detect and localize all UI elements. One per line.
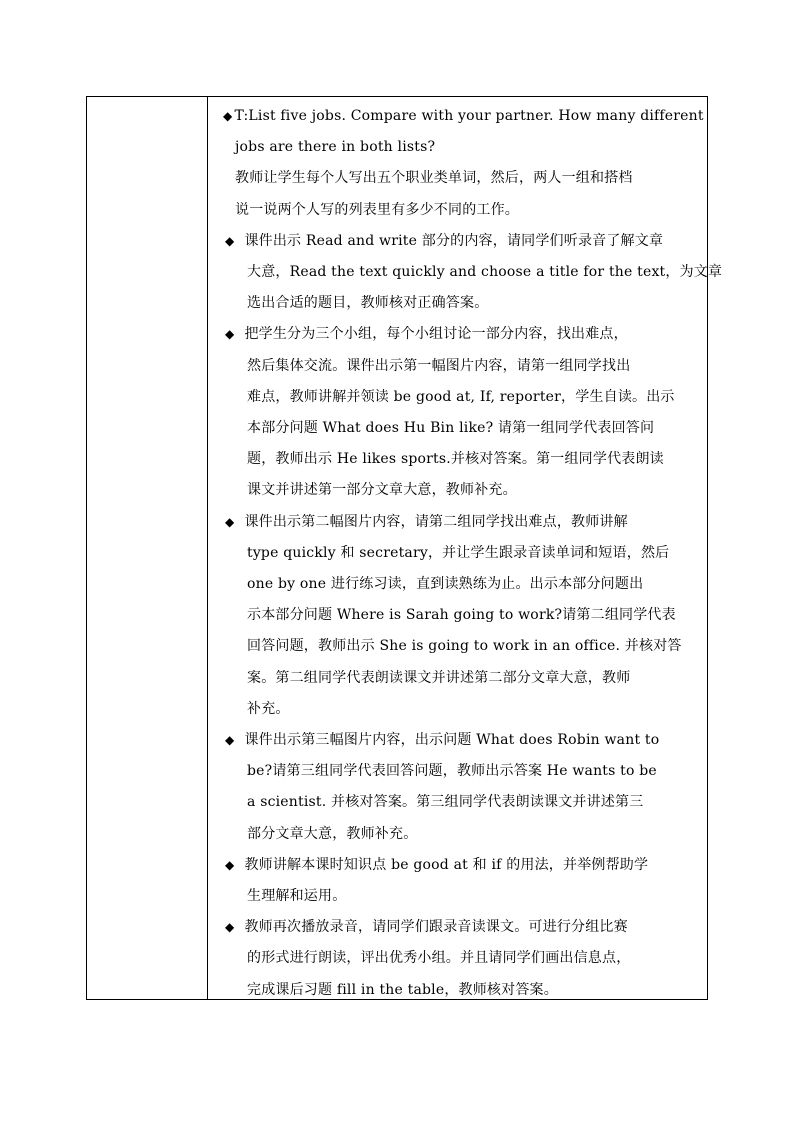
bullet-paragraph: [221, 507, 701, 725]
diamond-bullet-icon: ◆: [225, 327, 235, 342]
diamond-bullet-icon: ◆: [225, 733, 235, 748]
text-line: 案。第二组同学代表朗读课文并讲述第二部分文章大意，教师: [247, 669, 631, 686]
text-line: 生理解和运用。: [247, 888, 347, 905]
paragraph: [221, 163, 701, 225]
text-line: 课文并讲述第一部分文章大意，教师补充。: [247, 482, 517, 499]
diamond-bullet-icon: ◆: [225, 233, 235, 248]
text-line: 大意，Read the text quickly and choose a title for the text，为文章: [247, 264, 723, 281]
bullet-paragraph: [221, 912, 701, 1006]
bullet-paragraph: [221, 226, 723, 320]
text-line: 补充。: [247, 700, 290, 717]
text-line: ◆ 课件出示 Read and write 部分的内容，请同学们听录音了解文章: [225, 232, 664, 249]
text-line: 选出合适的题目，教师核对正确答案。: [247, 295, 489, 312]
text-line: 的形式进行朗读，评出优秀小组。并且请同学们画出信息点，: [247, 950, 631, 967]
text-line: 部分文章大意，教师补充。: [247, 825, 418, 842]
text-line: ◆ 把学生分为三个小组，每个小组讨论一部分内容，找出难点，: [225, 326, 628, 343]
text-line: jobs are there in both lists?: [235, 139, 436, 156]
text-line: ◆ 教师再次播放录音，请同学们跟录音读课文。可进行分组比赛: [225, 919, 628, 936]
text-line: 示本部分问题 Where is Sarah going to work?请第二组同学代表: [247, 607, 676, 624]
text-line: 回答问题，教师出示 She is going to work in an office. 并核对答: [247, 638, 682, 655]
text-line: 本部分问题 What does Hu Bin like? 请第一组同学代表回答问: [247, 420, 655, 437]
text-line: 题，教师出示 He likes sports.并核对答案。第一组同学代表朗读: [247, 451, 664, 468]
procedure-cell: [221, 101, 723, 1006]
text-line: 说一说两个人写的列表里有多少不同的工作。: [235, 201, 519, 218]
text-line: one by one 进行练习读，直到读熟练为止。出示本部分问题出: [247, 576, 644, 593]
bullet-paragraph: [221, 725, 701, 850]
text-line: a scientist. 并核对答案。第三组同学代表朗读课文并讲述第三: [247, 794, 644, 811]
text-line: ◆ 课件出示第三幅图片内容，出示问题 What does Robin want to: [225, 732, 660, 749]
text-line: type quickly 和 secretary，并让学生跟录音读单词和短语，然后: [247, 544, 670, 561]
text-line: ◆ T:List five jobs. Compare with your partner. How many different: [223, 108, 704, 124]
text-line: be?请第三组同学代表回答问题，教师出示答案 He wants to be: [247, 763, 657, 780]
diamond-bullet-icon: ◆: [225, 857, 235, 872]
diamond-bullet-icon: ◆: [225, 514, 235, 529]
bullet-paragraph: [221, 101, 704, 163]
text-line: 难点，教师讲解并领读 be good at, If, reporter，学生自读。出示: [247, 388, 675, 405]
text-line: ◆ 教师讲解本课时知识点 be good at 和 if 的用法，并举例帮助学: [225, 856, 649, 873]
text-line: ◆ 课件出示第二幅图片内容，请第二组同学找出难点，教师讲解: [225, 513, 628, 530]
text-line: 然后集体交流。课件出示第一幅图片内容，请第一组同学找出: [247, 357, 631, 374]
diamond-bullet-icon: ◆: [223, 109, 233, 123]
text-line: 教师让学生每个人写出五个职业类单词，然后，两人一组和搭档: [235, 170, 633, 187]
bullet-paragraph: [221, 319, 701, 506]
diamond-bullet-icon: ◆: [225, 920, 235, 935]
bullet-paragraph: [221, 850, 701, 912]
lesson-table: [86, 96, 723, 1000]
column-divider: [207, 97, 208, 999]
text-line: 完成课后习题 fill in the table，教师核对答案。: [247, 981, 558, 998]
